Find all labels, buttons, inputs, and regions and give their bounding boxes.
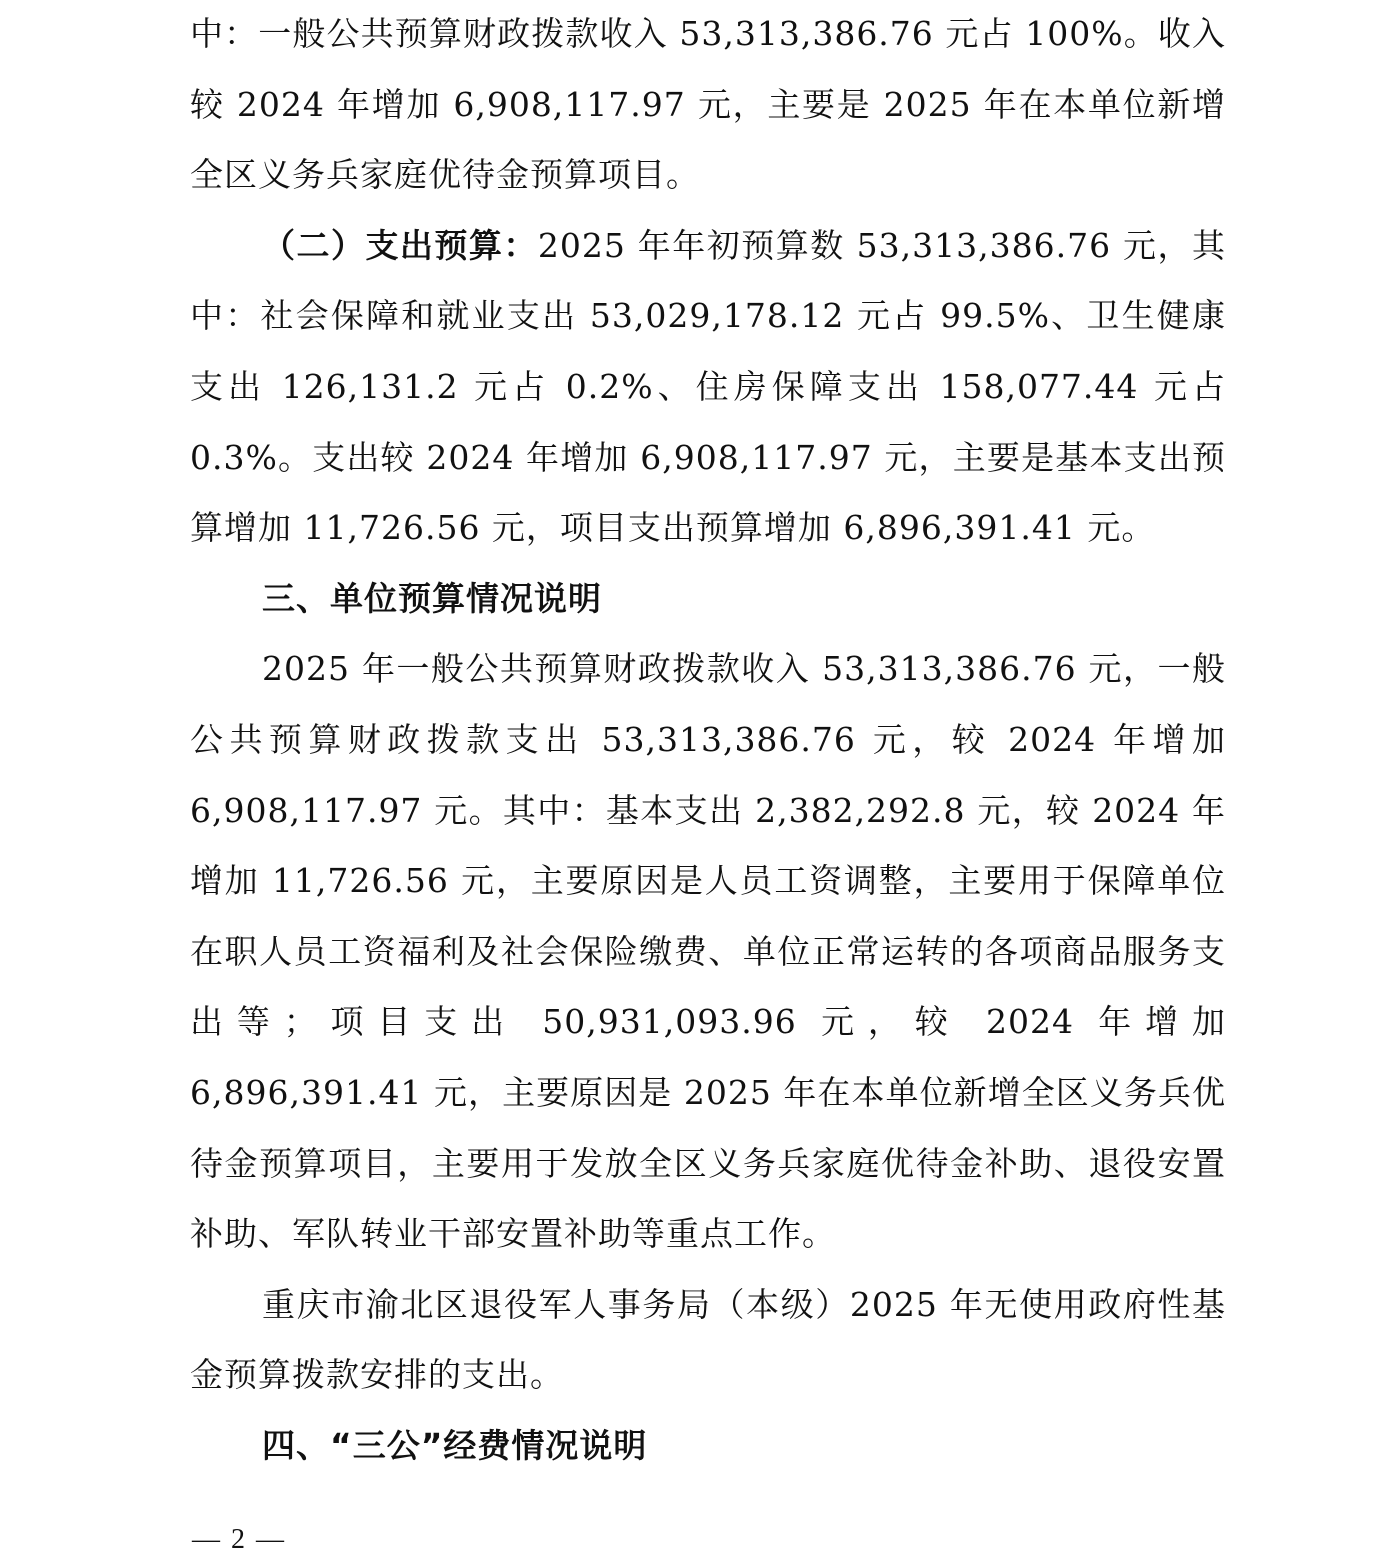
page-number: — 2 —	[192, 1524, 286, 1555]
paragraph-income-summary: 中：一般公共预算财政拨款收入 53,313,386.76 元占 100%。收入较 2024 年增加 6,908,117.97 元，主要是 2025 年在本单位新增全区义务兵家庭优待金预算项目。	[190, 14, 1226, 195]
expenditure-budget-label: （二）支出预算：	[262, 225, 538, 265]
paragraph-unit-budget: 2025 年一般公共预算财政拨款收入 53,313,386.76 元，一般公共预算财政拨款支出 53,313,386.76 元，较 2024 年增加 6,908,117.97 元。其中：基本支出 2,382,292.8 元，较 2024 年增加 11,726.56 元，主要原因是人员工资调整，主要用于保障单位在职人员工资福利及社会保险缴费、单位正常运转的各项商品服务支出等；项目支出 50,931,093.96 元，较 2024 年增加 6,896,391.41 元，主要原因是 2025 年在本单位新增全区义务兵优待金预算项目，主要用于发放全区义务兵家庭优待金补助、退役安置补助、军队转业干部安置补助等重点工作。	[190, 649, 1226, 1254]
paragraph-expenditure-budget	[190, 211, 1226, 564]
section-heading-unit-budget: 三、单位预算情况说明	[262, 578, 602, 618]
section-heading-three-public-expenses: 四、“三公”经费情况说明	[262, 1425, 648, 1465]
document-page	[190, 0, 1226, 1481]
paragraph-government-fund: 重庆市渝北区退役军人事务局（本级）2025 年无使用政府性基金预算拨款安排的支出。	[190, 1284, 1226, 1395]
expenditure-budget-text: 2025 年年初预算数 53,313,386.76 元，其中：社会保障和就业支出 53,029,178.12 元占 99.5%、卫生健康支出 126,131.2 元占 0.2%、住房保障支出 158,077.44 元占 0.3%。支出较 2024 年增加 6,908,117.97 元，主要是基本支出预算增加 11,726.56 元，项目支出预算增加 6,896,391.41 元。	[190, 225, 1226, 548]
